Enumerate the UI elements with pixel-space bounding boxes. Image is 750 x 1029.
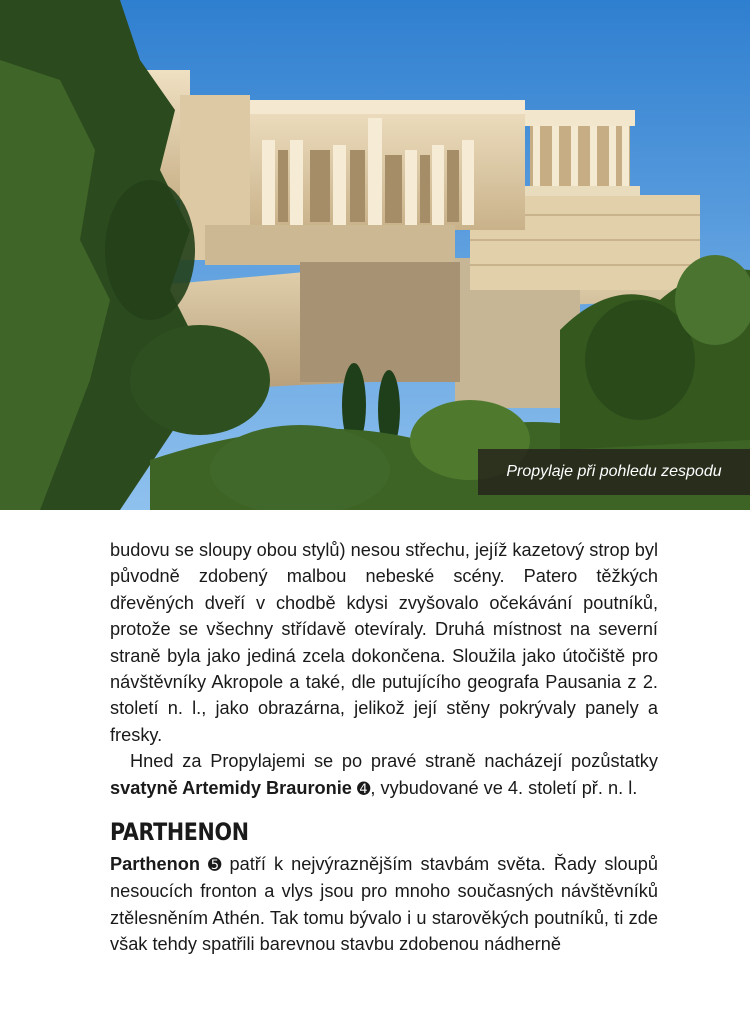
section-heading-parthenon: PARTHENON: [110, 818, 249, 847]
photo-illustration: [0, 0, 750, 510]
article-body: [110, 537, 658, 958]
paragraph-brauronia-start: Hned za Propylajemi se po pravé straně nacházejí pozůstatky: [130, 751, 658, 772]
paragraph-propylaea-continued: budovu se sloupy obou stylů) nesou střechu, jejíž kazetový strop byl původně zdobený malbou nebeské scény. Patero těžkých dřevěných dveří v chodbě kdysi zvyšovalo očekávání poutníků, protože se všechny střídavě otevíraly. Druhá místnost na severní straně byla jako jediná zcela dokončena. Sloužila jako útočiště pro návštěvníky Akropole a také, dle putujícího geografa Pausania z 2. století n. l., jako obrazárna, jelikož její stěny pokrývaly panely a fresky.: [110, 540, 658, 745]
map-marker-4: ➍: [356, 778, 371, 798]
acropolis-photo: [0, 0, 750, 510]
paragraph-parthenon: [110, 851, 658, 958]
paragraph-brauronia: [110, 748, 658, 802]
photo-caption: Propylaje při pohledu zespodu: [478, 449, 750, 495]
paragraph-parthenon-rest: patří k nejvýraznějším stavbám světa. Řady sloupů nesoucích fronton a vlys jsou pro mnoho současných návštěvníků ztělesněním Athén. Tak tomu bývalo i u starověkých poutníků, ti zde však tehdy spatřili barevnou stavbu zdobenou nádherně: [110, 854, 658, 955]
parthenon-name: Parthenon: [110, 854, 200, 875]
map-marker-5: ➎: [208, 855, 222, 875]
paragraph-brauronia-end: , vybudované ve 4. století př. n. l.: [370, 777, 638, 798]
sanctuary-name: svatyně Artemidy Brauronie: [110, 777, 352, 798]
